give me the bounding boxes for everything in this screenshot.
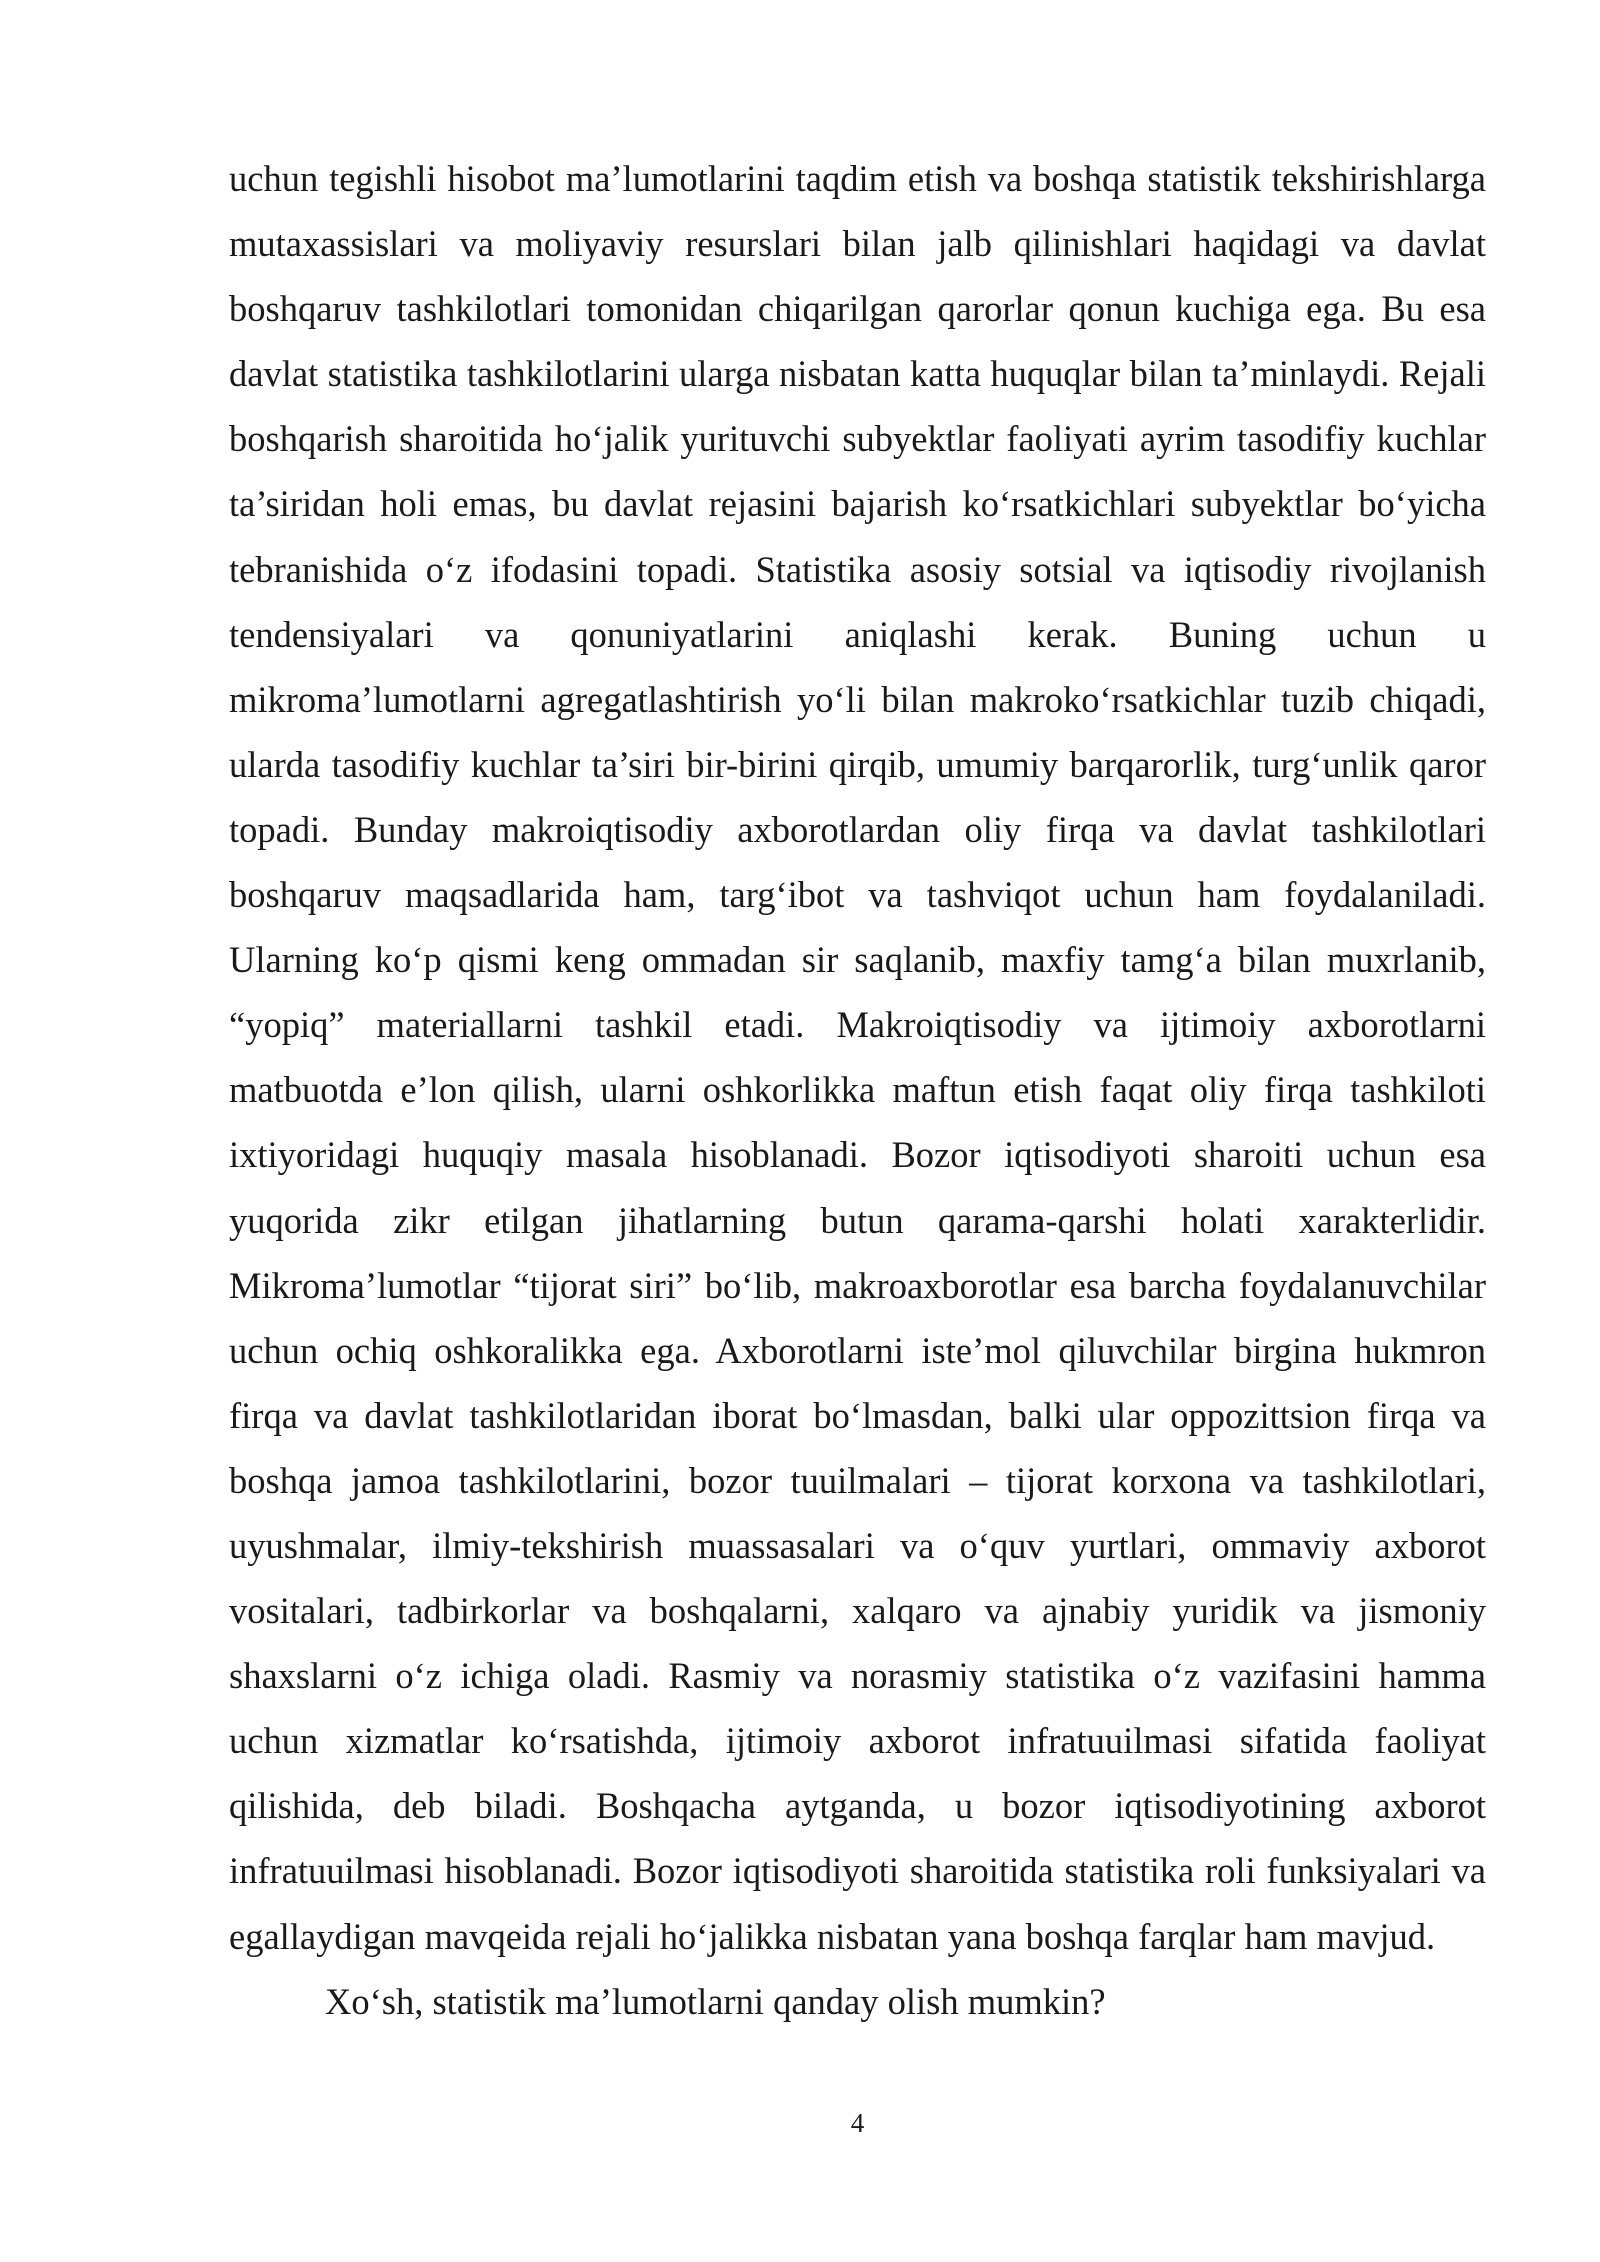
paragraph-main: uchun tegishli hisobot ma’lumotlarini taqdim etish va boshqa statistik tekshirishlarga mutaxassislari va moliyaviy resurslari bilan jalb qilinishlari haqidagi va davlat boshqaruv tashkilotlari tomonidan chiqarilgan qarorlar qonun kuchiga ega. Bu esa davlat statistika tashkilotlarini ularga nisbatan katta huquqlar bilan ta’minlaydi. Rejali boshqarish sharoitida ho‘jalik yurituvchi subyektlar faoliyati ayrim tasodifiy kuchlar ta’siridan holi emas, bu davlat rejasini bajarish ko‘rsatkichlari subyektlar bo‘yicha tebranishida o‘z ifodasini topadi. Statistika asosiy sotsial va iqtisodiy rivojlanish tendensiyalari va qonuniyatlarini aniqlashi kerak. Buning uchun u mikroma’lumotlarni agregatlashtirish yo‘li bilan makroko‘rsatkichlar tuzib chiqadi, ularda tasodifiy kuchlar ta’siri bir-birini qirqib, umumiy barqarorlik, turg‘unlik qaror topadi. Bunday makroiqtisodiy axborotlardan oliy firqa va davlat tashkilotlari boshqaruv maqsadlarida ham, targ‘ibot va tashviqot uchun ham foydalaniladi. Ularning ko‘p qismi keng ommadan sir saqlanib, maxfiy tamg‘a bilan muxrlanib, “yopiq” materiallarni tashkil etadi. Makroiqtisodiy va ijtimoiy axborotlarni matbuotda e’lon qilish, ularni oshkorlikka maftun etish faqat oliy firqa tashkiloti ixtiyoridagi huquqiy masala hisoblanadi. Bozor iqtisodiyoti sharoiti uchun esa yuqorida zikr etilgan jihatlarning butun qarama-qarshi holati xarakterlidir. Mikroma’lumotlar “tijorat siri” bo‘lib, makroaxborotlar esa barcha foydalanuvchilar uchun ochiq oshkoralikka ega. Axborotlarni iste’mol qiluvchilar birgina hukmron firqa va davlat tashkilotlaridan iborat bo‘lmasdan, balki ular oppozittsion firqa va boshqa jamoa tashkilotlarini, bozor tuuilmalari – tijorat korxona va tashkilotlari, uyushmalar, ilmiy-tekshirish muassasalari va o‘quv yurtlari, ommaviy axborot vositalari, tadbirkorlar va boshqalarni, xalqaro va ajnabiy yuridik va jismoniy shaxslarni o‘z ichiga oladi. Rasmiy va norasmiy statistika o‘z vazifasini hamma uchun xizmatlar ko‘rsatishda, ijtimoiy axborot infratuuilmasi sifatida faoliyat qilishida, deb biladi. Boshqacha aytganda, u bozor iqtisodiyotining axborot infratuuilmasi hisoblanadi. Bozor iqtisodiyoti sharoitida statistika roli funksiyalari va egallaydigan mavqeida rejali ho‘jalikka nisbatan yana boshqa farqlar ham mavjud. — [229, 158, 1486, 1957]
page-number: 4 — [850, 2108, 865, 2138]
body-text — [229, 146, 1486, 2034]
paragraph-question: Xo‘sh, statistik ma’lumotlarni qanday olish mumkin? — [325, 1980, 1106, 2022]
